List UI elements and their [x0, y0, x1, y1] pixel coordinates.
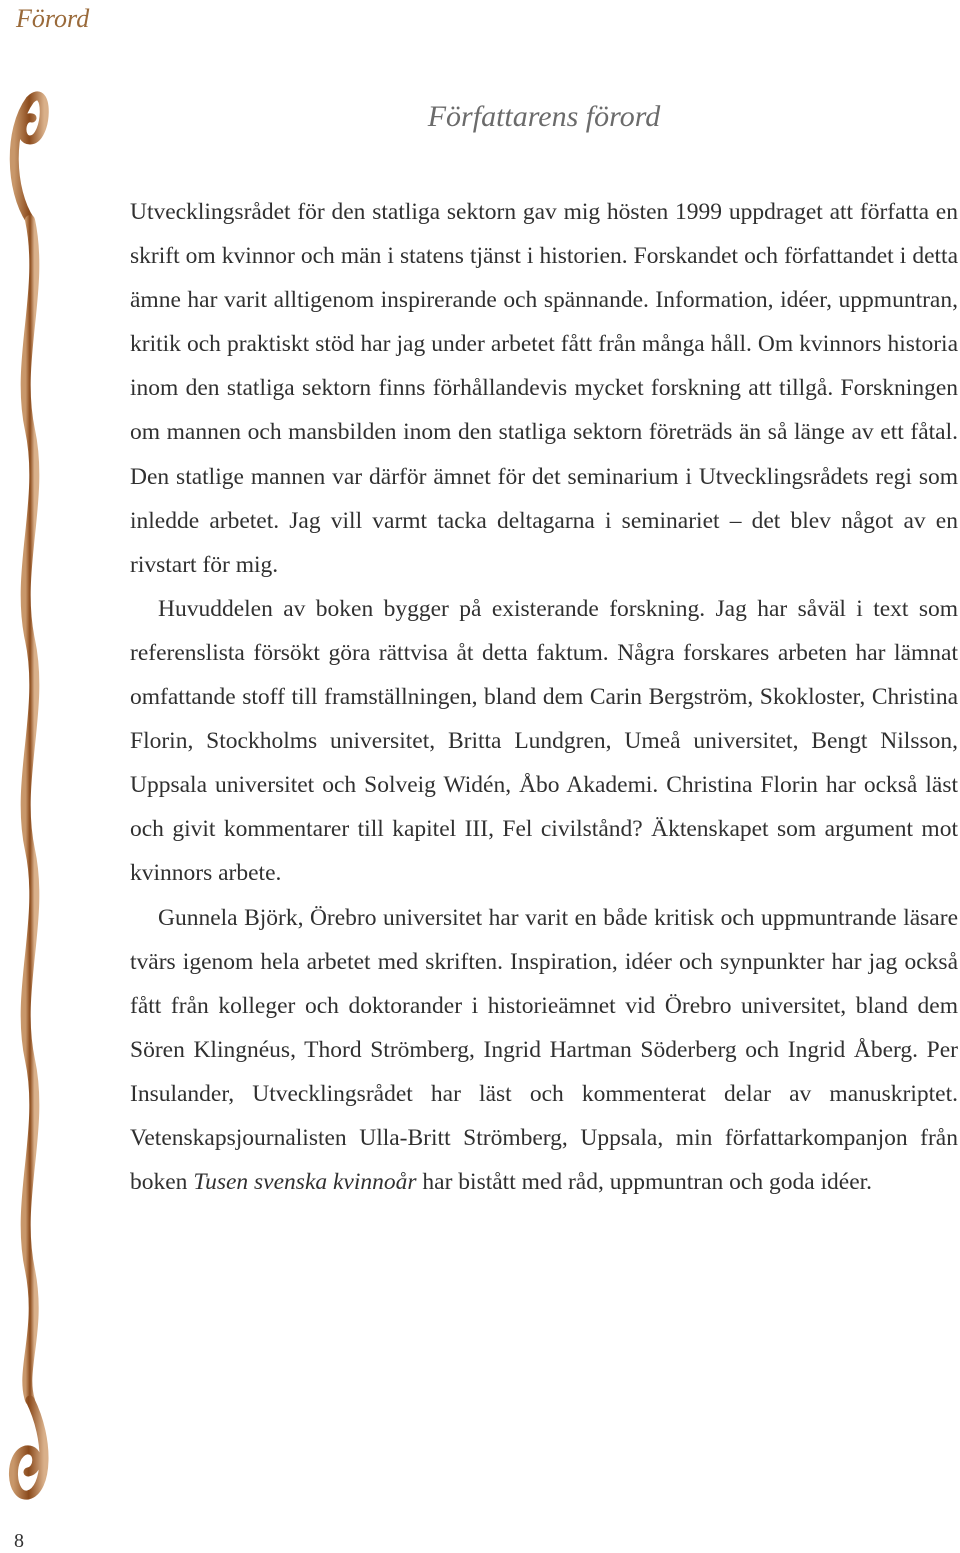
- paragraph-3: [130, 896, 958, 1205]
- paragraph-3-text-before: Gunnela Björk, Örebro universitet har varit en både kritisk och uppmuntrande läsare tvärs igenom hela arbetet med skriften. Inspiration, idéer och synpunkter har jag också fått från kolleger och doktorander i historieämnet vid Örebro universitet, bland dem Sören Klingnéus, Thord Strömberg, Ingrid Hartman Söderberg och Ingrid Åberg. Per Insulander, Utvecklingsrådet har läst och kommenterat delar av manuskriptet. Vetenskapsjournalisten Ulla-Britt Strömberg, Uppsala, min författarkompanjon från boken: [130, 904, 958, 1196]
- paragraph-2: Huvuddelen av boken bygger på existerande forskning. Jag har såväl i text som referenslista försökt göra rättvisa åt detta faktum. Några forskares arbeten har lämnat omfattande stoff till framställningen, bland dem Carin Bergström, Skokloster, Christina Florin, Stockholms universitet, Britta Lundgren, Umeå universitet, Bengt Nilsson, Uppsala universitet och Solveig Widén, Åbo Akademi. Christina Florin har också läst och givit kommentarer till kapitel III, Fel civilstånd? Äktenskapet som argument mot kvinnors arbete.: [130, 595, 958, 887]
- book-title-italic: Tusen svenska kvinnoår: [193, 1169, 417, 1196]
- decorative-scroll-border: [0, 70, 60, 1510]
- page-number: 8: [14, 1530, 24, 1552]
- page-title: Författarens förord: [427, 100, 661, 133]
- paragraph-1: Utvecklingsrådet för den statliga sektorn gav mig hösten 1999 uppdraget att författa en skrift om kvinnor och män i statens tjänst i historien. Forskandet och författandet i detta ämne har varit alltigenom inspirerande och spännande. Information, idéer, uppmuntran, kritik och praktiskt stöd har jag under arbetet fått från många håll. Om kvinnors historia inom den statliga sektorn finns förhållandevis mycket forskning att tillgå. Forskningen om mannen och mansbilden inom den statliga sektorn företräds än så länge av ett fåtal. Den statlige mannen var därför ämnet för det seminarium i Utvecklingsrådets regi som inledde arbetet. Jag vill varmt tacka deltagarna i seminariet – det blev något av en rivstart för mig.: [130, 199, 958, 578]
- running-head: Förord: [16, 4, 90, 33]
- body-text: [130, 190, 958, 1204]
- paragraph-3-text-after: har bistått med råd, uppmuntran och goda idéer.: [416, 1169, 873, 1196]
